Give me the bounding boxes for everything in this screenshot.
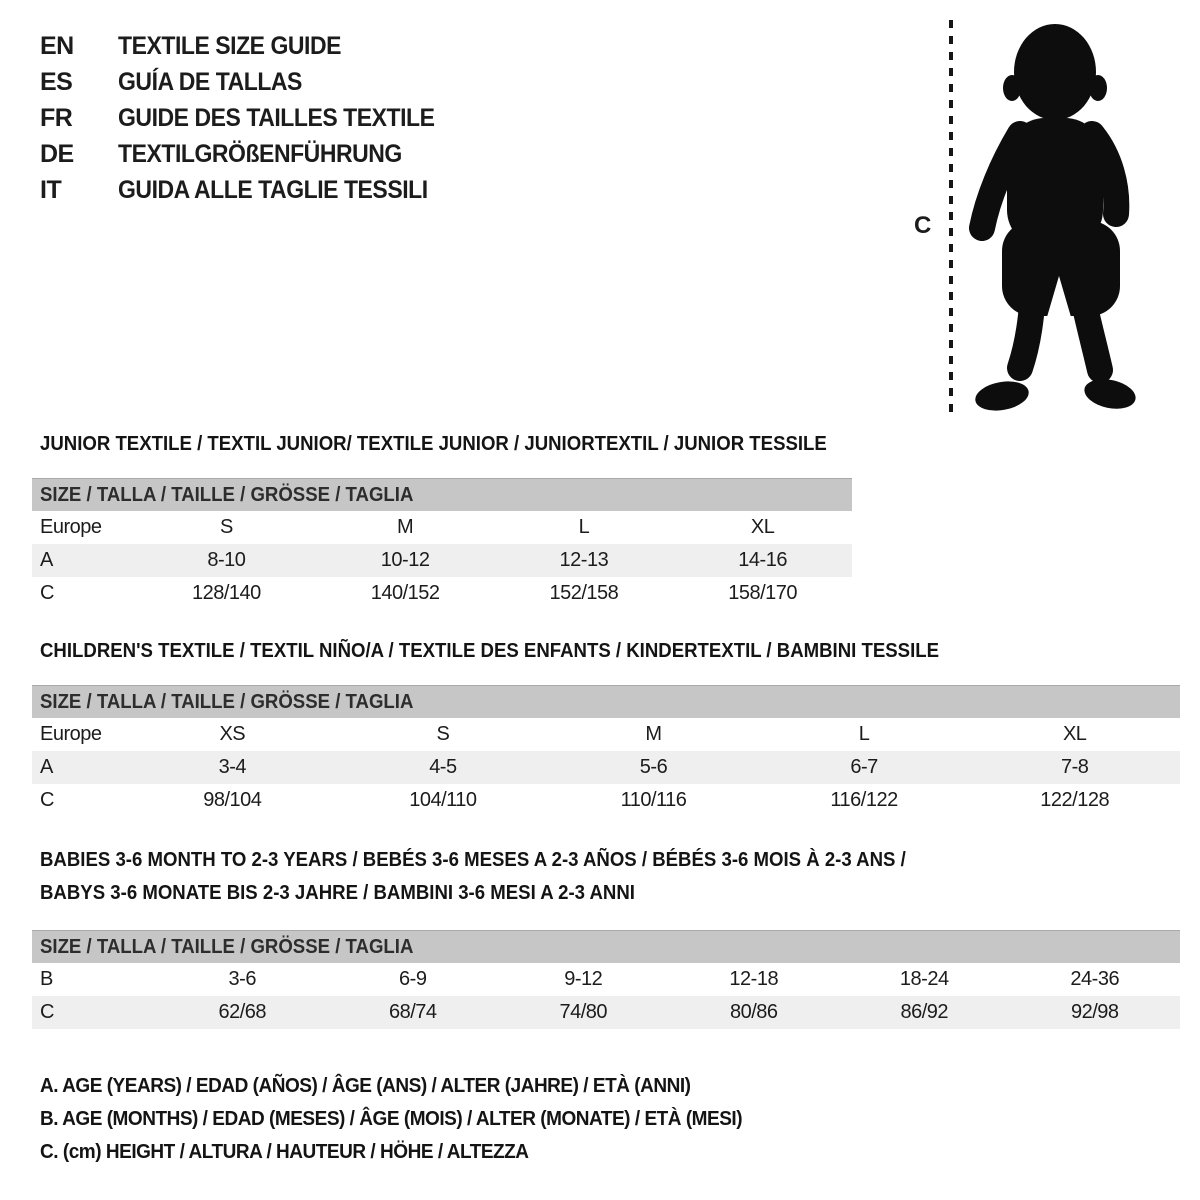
size-header-bar [32, 478, 852, 511]
size-table-row [32, 577, 852, 610]
row-label: C [40, 789, 54, 811]
language-row [40, 100, 462, 136]
size-cell: 140/152 [370, 582, 440, 604]
language-code: IT [40, 176, 62, 204]
size-cell: 3-4 [218, 756, 246, 778]
section-heading: JUNIOR TEXTILE / TEXTIL JUNIOR/ TEXTILE JUNIOR / JUNIORTEXTIL / JUNIOR TESSILE [40, 433, 827, 455]
language-row [40, 28, 462, 64]
size-header-label: SIZE / TALLA / TAILLE / GRÖSSE / TAGLIA [40, 936, 414, 958]
size-cell: 12-18 [729, 968, 779, 990]
size-cell: 3-6 [228, 968, 256, 990]
size-figure [900, 14, 1170, 426]
children-size-table [32, 718, 1180, 817]
size-cell: 24-36 [1070, 968, 1120, 990]
size-table-row [32, 544, 852, 577]
size-cell: 62/68 [218, 1001, 267, 1023]
footnote-a: A. AGE (YEARS) / EDAD (AÑOS) / ÂGE (ANS) / ALTER (JAHRE) / ETÀ (ANNI) [40, 1075, 691, 1097]
size-cell: 104/110 [409, 789, 477, 811]
row-label: A [40, 549, 53, 571]
size-cell: 14-16 [738, 549, 787, 571]
junior-size-table [32, 511, 852, 610]
height-dimension-line [949, 20, 953, 420]
toddler-silhouette-icon [960, 18, 1150, 418]
size-header-bar [32, 685, 1180, 718]
size-cell: S [436, 723, 450, 745]
size-cell: 6-9 [399, 968, 427, 990]
size-cell: XL [750, 516, 775, 538]
size-cell: 122/128 [1040, 789, 1110, 811]
language-row [40, 64, 462, 100]
size-cell: 12-13 [559, 549, 609, 571]
size-cell: 10-12 [380, 549, 430, 571]
row-label: Europe [40, 723, 102, 745]
language-title: TEXTILE SIZE GUIDE [118, 32, 342, 60]
size-cell: 5-6 [639, 756, 668, 778]
section-heading: CHILDREN'S TEXTILE / TEXTIL NIÑO/A / TEXTILE DES ENFANTS / KINDERTEXTIL / BAMBINI TESSILE [40, 640, 940, 662]
size-table-row [32, 784, 1180, 817]
size-table-row [32, 996, 1180, 1029]
size-cell: 158/170 [728, 582, 798, 604]
footnote-c: C. (cm) HEIGHT / ALTURA / HAUTEUR / HÖHE / ALTEZZA [40, 1141, 529, 1163]
section-heading [40, 844, 1100, 910]
size-header-label: SIZE / TALLA / TAILLE / GRÖSSE / TAGLIA [40, 691, 414, 713]
size-cell: 116/122 [830, 789, 898, 811]
language-row [40, 172, 462, 208]
section-heading-line1: BABIES 3-6 MONTH TO 2-3 YEARS / BEBÉS 3-6 MESES A 2-3 AÑOS / BÉBÉS 3-6 MOIS À 2-3 ANS / [40, 849, 906, 871]
size-cell: XL [1062, 723, 1087, 745]
section-heading-line2: BABYS 3-6 MONATE BIS 2-3 JAHRE / BAMBINI 3-6 MESI A 2-3 ANNI [40, 882, 635, 904]
size-cell: 6-7 [850, 756, 878, 778]
size-cell: M [645, 723, 662, 745]
footnote-b: B. AGE (MONTHS) / EDAD (MESES) / ÂGE (MOIS) / ALTER (MONATE) / ETÀ (MESI) [40, 1108, 743, 1130]
row-label: C [40, 1001, 54, 1023]
row-label: Europe [40, 516, 102, 538]
size-cell: 18-24 [899, 968, 949, 990]
size-cell: 110/116 [620, 789, 687, 811]
size-header-label: SIZE / TALLA / TAILLE / GRÖSSE / TAGLIA [40, 484, 414, 506]
size-header-bar [32, 930, 1180, 963]
size-cell: 152/158 [549, 582, 619, 604]
section-children-textile [32, 639, 1180, 817]
size-cell: 86/92 [900, 1001, 949, 1023]
size-table-row [32, 963, 1180, 996]
language-code: DE [40, 140, 74, 168]
size-cell: XS [219, 723, 246, 745]
size-cell: 128/140 [191, 582, 261, 604]
language-code: ES [40, 68, 73, 96]
language-title-block [40, 28, 462, 208]
language-title: GUIDE DES TAILLES TEXTILE [118, 104, 435, 132]
language-title: TEXTILGRÖßENFÜHRUNG [118, 140, 402, 168]
size-cell: 9-12 [564, 968, 603, 990]
language-title: GUIDA ALLE TAGLIE TESSILI [118, 176, 428, 204]
row-label: A [40, 756, 53, 778]
babies-size-table [32, 963, 1180, 1029]
language-code: FR [40, 104, 73, 132]
language-code: EN [40, 32, 74, 60]
footnotes-block [40, 1070, 779, 1169]
row-label: B [40, 968, 53, 990]
language-row [40, 136, 462, 172]
size-cell: L [578, 516, 590, 538]
size-cell: S [219, 516, 233, 538]
size-table-row [32, 718, 1180, 751]
size-cell: 74/80 [559, 1001, 608, 1023]
size-table-row [32, 751, 1180, 784]
size-table-row [32, 511, 852, 544]
size-cell: M [397, 516, 414, 538]
size-cell: 4-5 [429, 756, 457, 778]
row-label: C [40, 582, 54, 604]
size-cell: L [858, 723, 870, 745]
size-cell: 68/74 [388, 1001, 437, 1023]
size-cell: 80/86 [729, 1001, 778, 1023]
size-cell: 8-10 [207, 549, 246, 571]
language-title: GUÍA DE TALLAS [118, 68, 302, 96]
dimension-label-c: C [914, 212, 932, 239]
size-cell: 98/104 [203, 789, 262, 811]
size-cell: 92/98 [1070, 1001, 1119, 1023]
size-cell: 7-8 [1060, 756, 1089, 778]
section-babies-textile [32, 844, 1180, 1029]
section-junior-textile [32, 432, 852, 610]
